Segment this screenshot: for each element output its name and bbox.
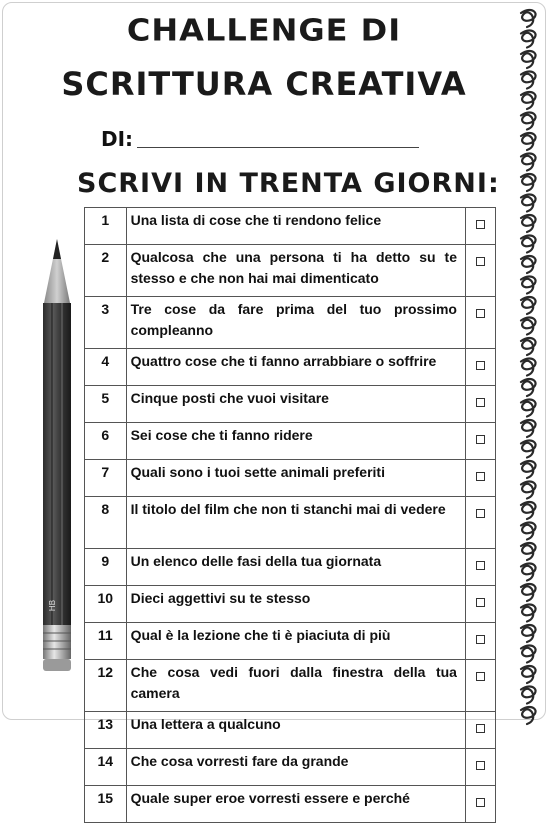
table-row — [85, 786, 496, 823]
challenge-number: 8 — [85, 497, 127, 549]
checkbox-icon[interactable] — [476, 761, 485, 770]
checkbox-icon[interactable] — [476, 724, 485, 733]
challenge-number: 14 — [85, 749, 127, 786]
checkbox-cell[interactable] — [465, 623, 495, 660]
checkbox-cell[interactable] — [465, 460, 495, 497]
challenge-text: Quattro cose che ti fanno arrabbiare o soffrire — [126, 349, 465, 386]
checkbox-cell[interactable] — [465, 386, 495, 423]
challenge-number: 9 — [85, 549, 127, 586]
title-line-2: SCRITTURA CREATIVA — [61, 65, 467, 103]
challenge-text: Che cosa vorresti fare da grande — [126, 749, 465, 786]
checkbox-icon[interactable] — [476, 398, 485, 407]
spiral-loop — [521, 420, 536, 437]
challenge-number: 2 — [85, 245, 127, 297]
checkbox-cell[interactable] — [465, 245, 495, 297]
spiral-loop — [521, 10, 536, 27]
spiral-loop — [521, 687, 536, 704]
checkbox-icon[interactable] — [476, 361, 485, 370]
table-row — [85, 497, 496, 549]
challenge-text: Una lettera a qualcuno — [126, 712, 465, 749]
spiral-loop — [521, 564, 536, 581]
checkbox-icon[interactable] — [476, 635, 485, 644]
spiral-loop — [521, 31, 536, 48]
table-row — [85, 386, 496, 423]
spiral-loop — [521, 297, 536, 314]
spiral-loop — [521, 277, 536, 294]
spiral-loop — [521, 605, 536, 622]
challenge-text: Dieci aggettivi su te stesso — [126, 586, 465, 623]
table-row — [85, 349, 496, 386]
challenge-number: 11 — [85, 623, 127, 660]
challenge-text: Tre cose da fare prima del tuo prossimo compleanno — [126, 297, 465, 349]
challenge-number: 10 — [85, 586, 127, 623]
spiral-loop — [521, 646, 536, 663]
checkbox-cell[interactable] — [465, 349, 495, 386]
challenge-number: 6 — [85, 423, 127, 460]
spiral-loop — [521, 482, 536, 499]
challenge-text: Il titolo del film che non ti stanchi mai di vedere — [126, 497, 465, 549]
subtitle: SCRIVI IN TRENTA GIORNI: — [77, 168, 500, 199]
spiral-loop — [521, 400, 536, 417]
checkbox-icon[interactable] — [476, 435, 485, 444]
checkbox-cell[interactable] — [465, 749, 495, 786]
challenge-text: Qualcosa che una persona ti ha detto su te stesso e che non hai mai dimenticato — [126, 245, 465, 297]
table-row — [85, 660, 496, 712]
challenge-table — [84, 207, 496, 823]
challenge-number: 7 — [85, 460, 127, 497]
checkbox-cell[interactable] — [465, 586, 495, 623]
challenge-text: Quale super eroe vorresti essere e perché — [126, 786, 465, 823]
challenge-number: 15 — [85, 786, 127, 823]
challenge-text: Quali sono i tuoi sette animali preferiti — [126, 460, 465, 497]
spiral-binding-decoration — [505, 3, 545, 725]
challenge-number: 5 — [85, 386, 127, 423]
challenge-number: 3 — [85, 297, 127, 349]
name-write-line — [137, 147, 419, 148]
table-row — [85, 208, 496, 245]
spiral-loop — [521, 707, 536, 724]
challenge-text: Sei cose che ti fanno ridere — [126, 423, 465, 460]
spiral-loop — [521, 625, 536, 642]
spiral-loop — [521, 51, 536, 68]
spiral-loop — [521, 92, 536, 109]
table-row — [85, 460, 496, 497]
checkbox-icon[interactable] — [476, 472, 485, 481]
table-row — [85, 245, 496, 297]
spiral-loop — [521, 584, 536, 601]
challenge-text: Una lista di cose che ti rendono felice — [126, 208, 465, 245]
table-row — [85, 423, 496, 460]
spiral-loop — [521, 441, 536, 458]
spiral-loop — [521, 133, 536, 150]
spiral-loop — [521, 215, 536, 232]
checkbox-cell[interactable] — [465, 660, 495, 712]
challenge-number: 1 — [85, 208, 127, 245]
spiral-loop — [521, 379, 536, 396]
challenge-text: Cinque posti che vuoi visitare — [126, 386, 465, 423]
spiral-loop — [521, 318, 536, 335]
spiral-loop — [521, 256, 536, 273]
checkbox-cell[interactable] — [465, 297, 495, 349]
spiral-loop — [521, 359, 536, 376]
challenge-number: 4 — [85, 349, 127, 386]
challenge-number: 12 — [85, 660, 127, 712]
spiral-loop — [521, 666, 536, 683]
spiral-loop — [521, 543, 536, 560]
table-row — [85, 549, 496, 586]
checkbox-icon[interactable] — [476, 220, 485, 229]
checkbox-cell[interactable] — [465, 423, 495, 460]
checkbox-cell[interactable] — [465, 208, 495, 245]
pencil-grade-label: HB — [48, 599, 58, 612]
checkbox-icon[interactable] — [476, 598, 485, 607]
checkbox-icon[interactable] — [476, 561, 485, 570]
checkbox-icon[interactable] — [476, 257, 485, 266]
table-row — [85, 586, 496, 623]
table-row — [85, 712, 496, 749]
title-line-1: CHALLENGE DI — [126, 11, 402, 49]
challenge-text: Un elenco delle fasi della tua giornata — [126, 549, 465, 586]
table-row — [85, 297, 496, 349]
challenge-number: 13 — [85, 712, 127, 749]
challenge-text: Che cosa vedi fuori dalla finestra della tua camera — [126, 660, 465, 712]
spiral-loop — [521, 72, 536, 89]
checkbox-cell[interactable] — [465, 549, 495, 586]
spiral-loop — [521, 461, 536, 478]
checkbox-cell[interactable] — [465, 712, 495, 749]
spiral-loop — [521, 195, 536, 212]
checkbox-icon[interactable] — [476, 672, 485, 681]
spiral-loop — [521, 154, 536, 171]
spiral-loop — [521, 113, 536, 130]
spiral-loop — [521, 236, 536, 253]
name-label: DI: — [101, 127, 134, 151]
table-row — [85, 623, 496, 660]
checkbox-cell[interactable] — [465, 497, 495, 549]
checkbox-icon[interactable] — [476, 309, 485, 318]
checkbox-icon[interactable] — [476, 509, 485, 518]
challenge-text: Qual è la lezione che ti è piaciuta di più — [126, 623, 465, 660]
spiral-loop — [521, 502, 536, 519]
table-row — [85, 749, 496, 786]
worksheet-page — [2, 2, 546, 806]
spiral-loop — [521, 338, 536, 355]
spiral-loop — [521, 523, 536, 540]
checkbox-cell[interactable] — [465, 786, 495, 823]
spiral-loop — [521, 174, 536, 191]
checkbox-icon[interactable] — [476, 798, 485, 807]
